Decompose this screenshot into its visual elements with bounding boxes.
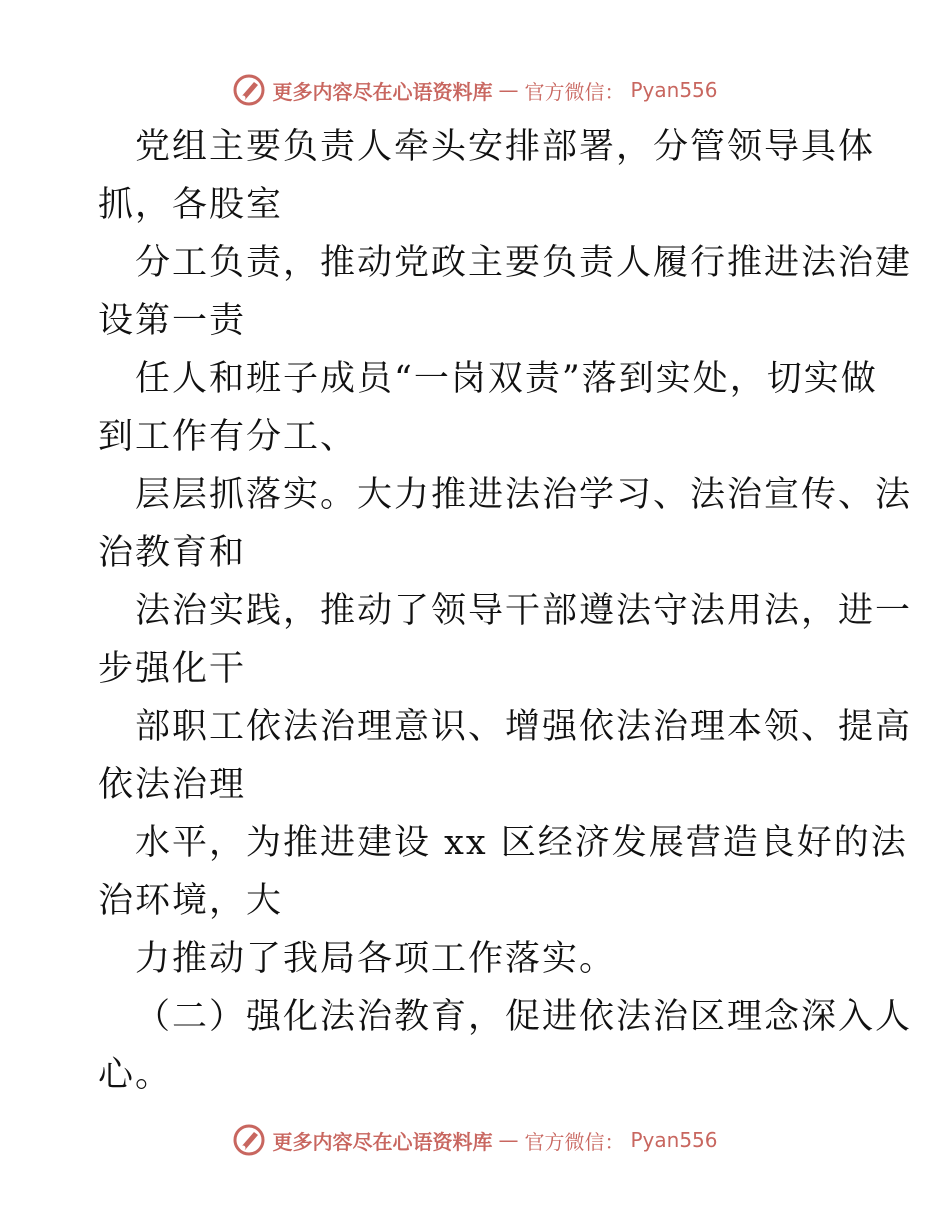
watermark-id: Pyan556 bbox=[630, 1128, 718, 1152]
watermark-brand: 更多内容尽在心语资料库 bbox=[272, 79, 493, 104]
text-line: 治环境，大 bbox=[98, 881, 284, 921]
text-line: 设第一责 bbox=[98, 301, 247, 341]
text-line: 层层抓落实。大力推进法治学习、法治宣传、法 bbox=[135, 475, 913, 515]
seal-logo-icon bbox=[232, 73, 266, 107]
text-line: 分工负责，推动党政主要负责人履行推进法治建 bbox=[135, 243, 913, 283]
text-line: 到工作有分工、 bbox=[98, 417, 358, 457]
seal-logo-icon bbox=[232, 1123, 266, 1157]
watermark-label: 官方微信： bbox=[524, 1129, 625, 1154]
watermark-id: Pyan556 bbox=[630, 78, 718, 102]
text-line: 心。 bbox=[98, 1055, 173, 1095]
text-line: 抓，各股室 bbox=[98, 185, 284, 225]
text-line: 任人和班子成员“一岗双责”落到实处，切实做 bbox=[135, 359, 878, 399]
watermark-label: 官方微信： bbox=[524, 79, 625, 104]
text-line: 法治实践，推动了领导干部遵法守法用法，进一 bbox=[135, 591, 913, 631]
watermark-brand: 更多内容尽在心语资料库 bbox=[272, 1129, 493, 1154]
text-line: 力推动了我局各项工作落实。 bbox=[135, 939, 617, 979]
text-line: 步强化干 bbox=[98, 649, 247, 689]
text-line: 党组主要负责人牵头安排部署，分管领导具体 bbox=[135, 127, 876, 167]
header-watermark bbox=[0, 70, 950, 110]
text-line: 部职工依法治理意识、增强依法治理本领、提高 bbox=[135, 707, 913, 747]
text-line: 治教育和 bbox=[98, 533, 247, 573]
section-heading: （二）强化法治教育，促进依法治区理念深入人 bbox=[135, 997, 913, 1037]
text-line: 水平，为推进建设 xx 区经济发展营造良好的法 bbox=[135, 823, 908, 863]
footer-watermark bbox=[0, 1120, 950, 1160]
watermark-dash: — bbox=[498, 78, 519, 102]
text-line: 依法治理 bbox=[98, 765, 247, 805]
watermark-dash: — bbox=[498, 1128, 519, 1152]
